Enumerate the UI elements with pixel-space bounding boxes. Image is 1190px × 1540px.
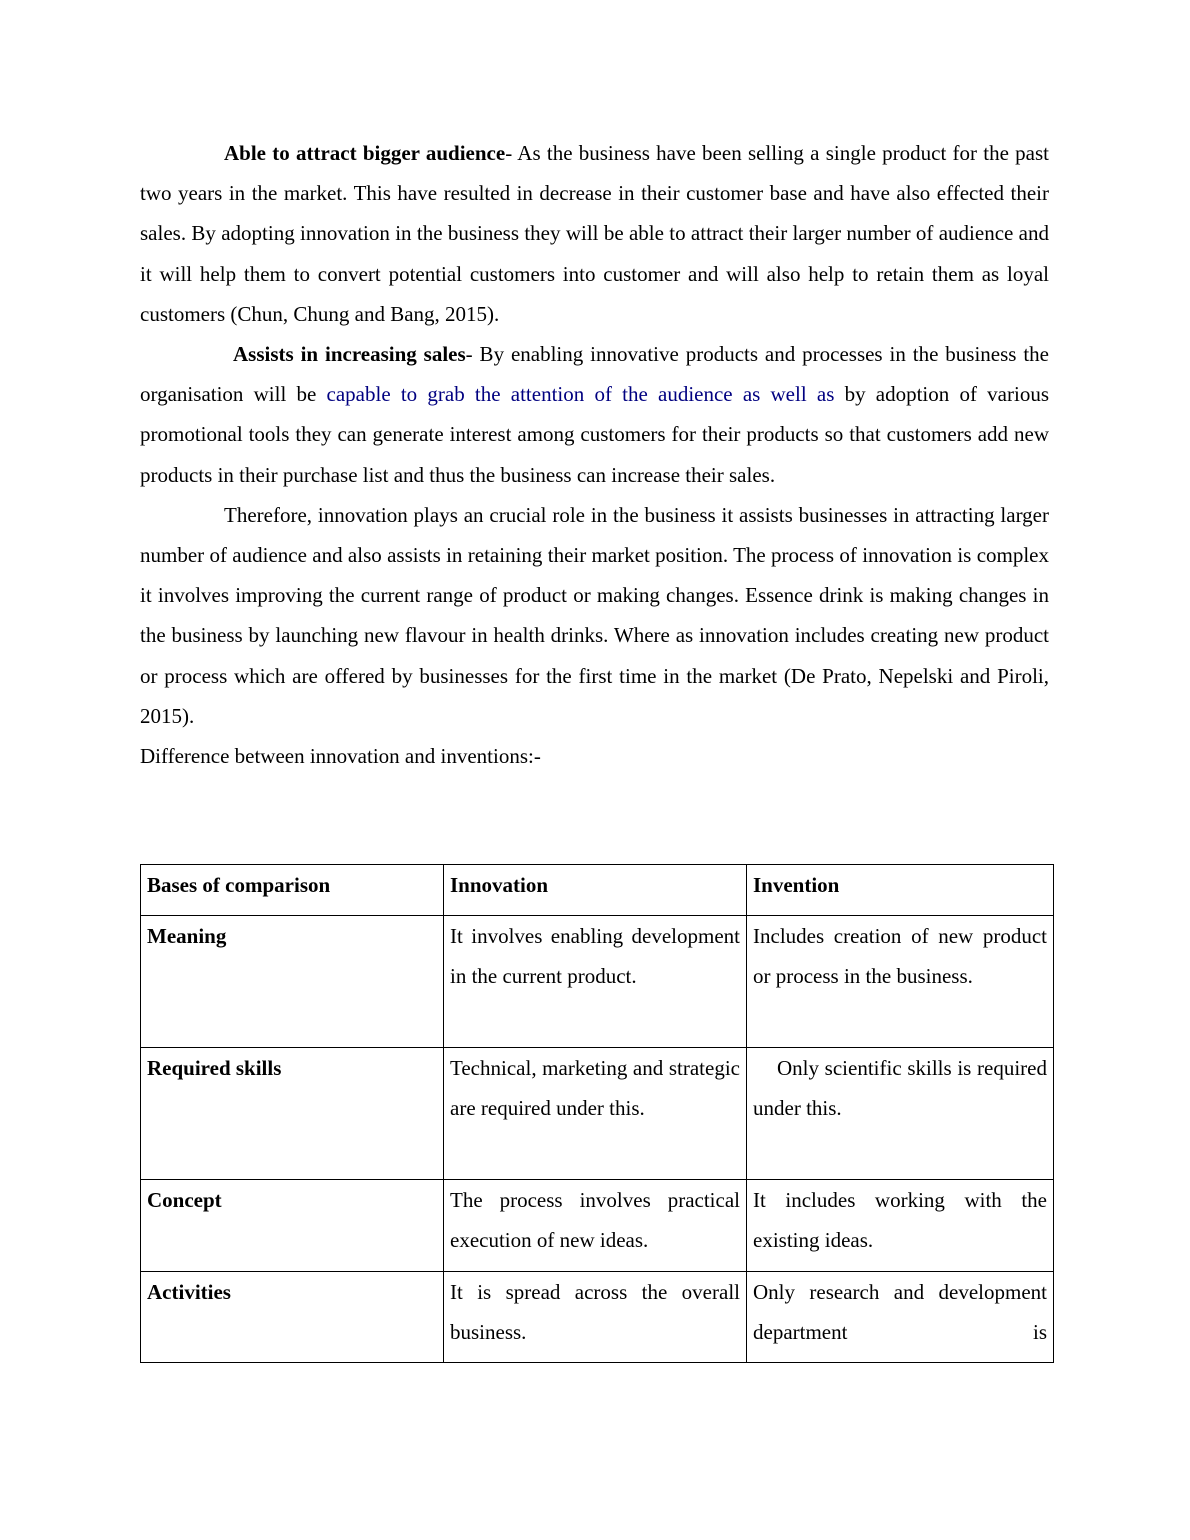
invention-cell: Only scientific skills is required under this. <box>747 1048 1054 1180</box>
column-header: Invention <box>747 865 1054 916</box>
heading-attract-audience: Able to attract bigger audience <box>224 141 506 165</box>
table-row <box>141 1180 1054 1271</box>
paragraph-text: Therefore, innovation plays an crucial role in the business it assists businesses in attracting larger number of audience and also assists in retaining their market position. The process of innovation is complex it involves improving the current range of product or making changes. Essence drink is making changes in the business by launching new flavour in health drinks. Where as innovation includes creating new product or process which are offered by businesses for the first time in the market (De Prato, Nepelski and Piroli, 2015). <box>140 502 1049 728</box>
innovation-cell: It is spread across the overall business. <box>444 1271 747 1362</box>
column-header: Bases of comparison <box>141 865 444 916</box>
paragraph-attract-audience <box>140 133 1049 334</box>
column-header: Innovation <box>444 865 747 916</box>
table-intro <box>140 736 1049 776</box>
table-header-row <box>141 865 1054 916</box>
highlighted-text: capable to grab the attention of the audience as well as <box>326 382 835 407</box>
table-row <box>141 916 1054 1048</box>
paragraph-text: - As the business have been selling a single product for the past two years in the market. This have resulted in decrease in their customer base and have also effected their sales. By adopting innovation in the business they will be able to attract their larger number of audience and it will help them to convert potential customers into customer and will also help to retain them as loyal customers (Chun, Chung and Bang, 2015). <box>140 141 1049 326</box>
innovation-cell: It involves enabling development in the current product. <box>444 916 747 1048</box>
paragraph-increasing-sales <box>140 334 1049 495</box>
document-body <box>140 133 1049 776</box>
row-basis: Activities <box>141 1271 444 1362</box>
invention-cell: Includes creation of new product or process in the business. <box>747 916 1054 1048</box>
row-basis: Meaning <box>141 916 444 1048</box>
table-row <box>141 1048 1054 1180</box>
innovation-cell: The process involves practical execution of new ideas. <box>444 1180 747 1271</box>
row-basis: Concept <box>141 1180 444 1271</box>
innovation-cell: Technical, marketing and strategic are required under this. <box>444 1048 747 1180</box>
table-row <box>141 1271 1054 1362</box>
paragraph-conclusion <box>140 495 1049 736</box>
paragraph-text: by adoption of various promotional tools they can generate interest among customers for their products so that customers add new products in their purchase list and thus the business can increase their sales. <box>140 382 1049 487</box>
invention-cell: It includes working with the existing ideas. <box>747 1180 1054 1271</box>
invention-cell: Only research and development department is <box>747 1271 1054 1362</box>
heading-increasing-sales: Assists in increasing sales <box>233 342 466 367</box>
paragraph-text: - By enabling innovative products and processes in the business the organisation will be <box>140 342 1050 407</box>
row-basis: Required skills <box>141 1048 444 1180</box>
comparison-table <box>140 864 1054 1363</box>
paragraph-text: Difference between innovation and inventions:- <box>140 744 541 769</box>
